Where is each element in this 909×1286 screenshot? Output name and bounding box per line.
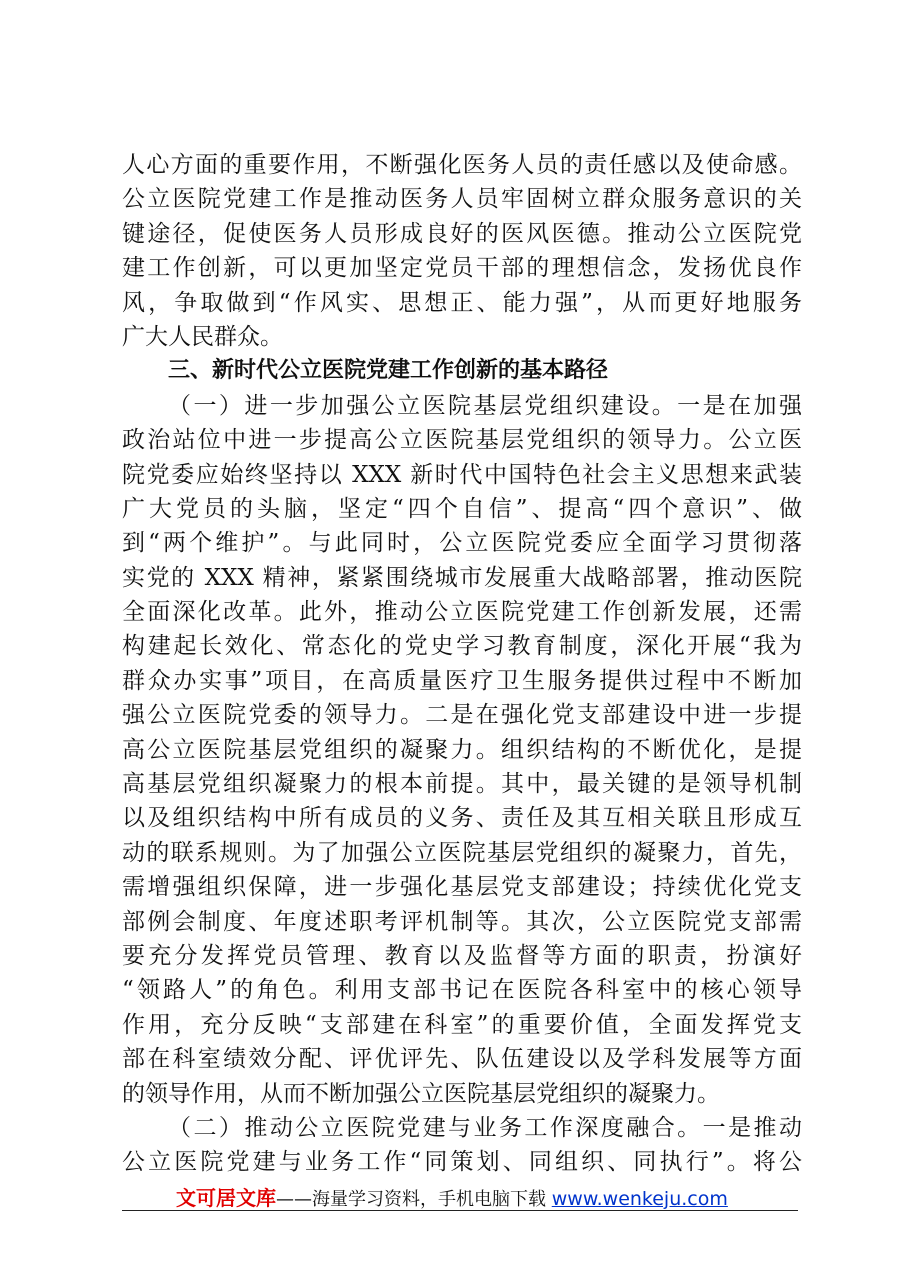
footer-brand: 文可居文库: [176, 1186, 276, 1210]
paragraph-line: 广大党员的头脑，坚定“四个自信”、提高“四个意识”、做: [122, 495, 802, 522]
paragraph-line: “领路人”的角色。利用支部书记在医院各科室中的核心领导: [122, 977, 802, 1004]
paragraph-line: 的领导作用，从而不断加强公立医院基层党组织的凝聚力。: [122, 1080, 720, 1107]
paragraph-line: 到“两个维护”。与此同时，公立医院党委应全面学习贯彻落: [122, 530, 802, 557]
paragraph-line: 构建起长效化、常态化的党史学习教育制度，深化开展“我为: [122, 633, 802, 660]
paragraph-line: 键途径，促使医务人员形成良好的医风医德。推动公立医院党: [122, 220, 802, 247]
paragraph-line: 高公立医院基层党组织的凝聚力。组织结构的不断优化，是提: [122, 736, 802, 763]
paragraph-line: 风，争取做到“作风实、思想正、能力强”，从而更好地服务: [122, 289, 802, 316]
body-text: [122, 148, 802, 1180]
paragraph-line: 全面深化改革。此外，推动公立医院党建工作创新发展，还需: [122, 599, 802, 626]
paragraph-line: 政治站位中进一步提高公立医院基层党组织的领导力。公立医: [122, 427, 802, 454]
paragraph-line: 公立医院党建工作是推动医务人员牢固树立群众服务意识的关: [122, 186, 802, 213]
paragraph-line: 高基层党组织凝聚力的根本前提。其中，最关键的是领导机制: [122, 771, 802, 798]
paragraph-line: 部例会制度、年度述职考评机制等。其次，公立医院党支部需: [122, 908, 802, 935]
paragraph-line: 以及组织结构中所有成员的义务、责任及其互相关联且形成互: [122, 805, 802, 832]
paragraph-line: 公立医院党建与业务工作“同策划、同组织、同执行”。将公: [122, 1149, 802, 1176]
paragraph-line: 要充分发挥党员管理、教育以及监督等方面的职责，扮演好: [122, 942, 802, 969]
paragraph-line: 建工作创新，可以更加坚定党员干部的理想信念，发扬优良作: [122, 255, 802, 282]
section-heading: 三、新时代公立医院党建工作创新的基本路径: [168, 358, 609, 384]
paragraph-line: （一）进一步加强公立医院基层党组织建设。一是在加强: [168, 392, 802, 419]
footer-divider: [122, 1210, 798, 1211]
paragraph-line: （二）推动公立医院党建与业务工作深度融合。一是推动: [168, 1114, 802, 1141]
paragraph-line: 群众办实事”项目，在高质量医疗卫生服务提供过程中不断加: [122, 667, 802, 694]
paragraph-line: 广大人民群众。: [122, 323, 283, 350]
footer: [176, 1182, 796, 1211]
footer-slogan: ——海量学习资料，手机电脑下载: [276, 1189, 552, 1210]
paragraph-line: 实党的 XXX 精神，紧紧围绕城市发展重大战略部署，推动医院: [122, 564, 802, 591]
footer-url-link[interactable]: www.wenkeju.com: [551, 1188, 728, 1210]
paragraph-line: 院党委应始终坚持以 XXX 新时代中国特色社会主义思想来武装: [122, 461, 802, 488]
paragraph-line: 需增强组织保障，进一步强化基层党支部建设；持续优化党支: [122, 874, 802, 901]
paragraph-line: 动的联系规则。为了加强公立医院基层党组织的凝聚力，首先，: [122, 839, 802, 866]
paragraph-line: 强公立医院党委的领导力。二是在强化党支部建设中进一步提: [122, 702, 802, 729]
paragraph-line: 部在科室绩效分配、评优评先、队伍建设以及学科发展等方面: [122, 1046, 802, 1073]
paragraph-line: 作用，充分反映“支部建在科室”的重要价值，全面发挥党支: [122, 1011, 802, 1038]
paragraph-line: 人心方面的重要作用，不断强化医务人员的责任感以及使命感。: [122, 152, 802, 178]
